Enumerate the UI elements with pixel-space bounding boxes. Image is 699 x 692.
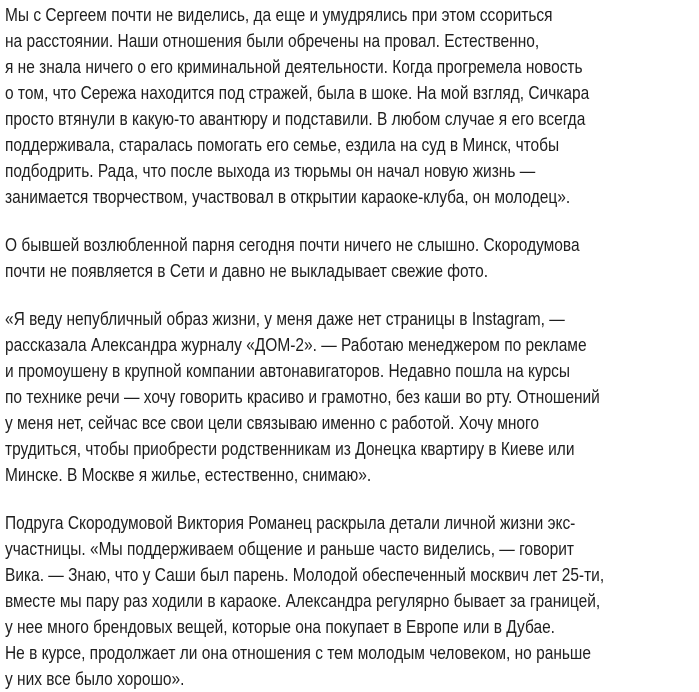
paragraph-2: [5, 232, 695, 284]
text-line: «Я веду непубличный образ жизни, у меня даже нет страницы в Instagram, —: [5, 309, 565, 329]
text-line: вместе мы пару раз ходили в караоке. Александра регулярно бывает за границей,: [5, 591, 601, 611]
paragraph-4: [5, 510, 695, 692]
text-line: у них все было хорошо».: [5, 669, 185, 689]
paragraph-3: [5, 306, 695, 488]
text-line: на расстоянии. Наши отношения были обречены на провал. Естественно,: [5, 31, 540, 51]
text-line: трудиться, чтобы приобрести родственникам из Донецка квартиру в Киеве или: [5, 439, 575, 459]
text-line: Вика. — Знаю, что у Саши был парень. Молодой обеспеченный москвич лет 25-ти,: [5, 565, 605, 585]
text-line: я не знала ничего о его криминальной деятельности. Когда прогремела новость: [5, 57, 583, 77]
text-line: и промоушену в крупной компании автонавигаторов. Недавно пошла на курсы: [5, 361, 571, 381]
text-line: Мы с Сергеем почти не виделись, да еще и умудрялись при этом ссориться: [5, 5, 553, 25]
text-line: подбодрить. Рада, что после выхода из тюрьмы он начал новую жизнь —: [5, 161, 536, 181]
text-line: у меня нет, сейчас все свои цели связываю именно с работой. Хочу много: [5, 413, 539, 433]
text-line: о том, что Сережа находится под стражей, была в шоке. На мой взгляд, Сичкара: [5, 83, 590, 103]
text-line: рассказала Александра журналу «ДОМ-2». — Работаю менеджером по рекламе: [5, 335, 587, 355]
paragraph-1: [5, 0, 695, 210]
text-line: Подруга Скородумовой Виктория Романец раскрыла детали личной жизни экс-: [5, 513, 576, 533]
text-line: почти не появляется в Сети и давно не выкладывает свежие фото.: [5, 261, 489, 281]
text-line: у нее много брендовых вещей, которые она покупает в Европе или в Дубае.: [5, 617, 555, 637]
text-line: О бывшей возлюбленной парня сегодня почти ничего не слышно. Скородумова: [5, 235, 580, 255]
text-line: Не в курсе, продолжает ли она отношения с тем молодым человеком, но раньше: [5, 643, 591, 663]
text-line: по технике речи — хочу говорить красиво и грамотно, без каши во рту. Отношений: [5, 387, 600, 407]
text-line: участницы. «Мы поддерживаем общение и раньше часто виделись, — говорит: [5, 539, 575, 559]
text-line: Минске. В Москве я жилье, естественно, снимаю».: [5, 465, 372, 485]
text-line: просто втянули в какую-то авантюру и подставили. В любом случае я его всегда: [5, 109, 586, 129]
text-line: занимается творчеством, участвовал в открытии караоке-клуба, он молодец».: [5, 187, 571, 207]
text-line: поддерживала, старалась помогать его семье, ездила на суд в Минск, чтобы: [5, 135, 560, 155]
article-body: [5, 0, 695, 692]
